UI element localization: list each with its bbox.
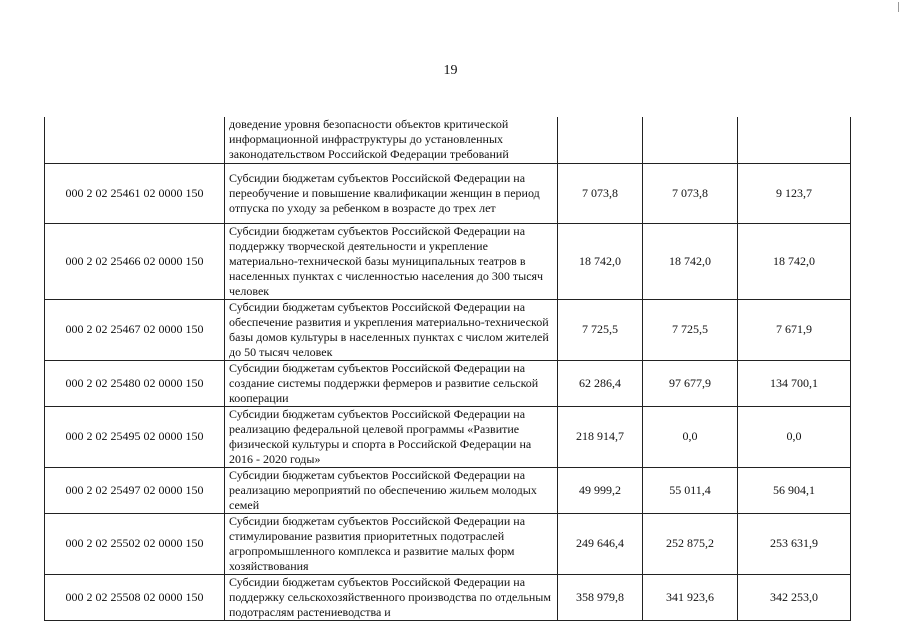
value-year-2: 341 923,6: [643, 574, 738, 620]
value-year-2: 7 073,8: [643, 163, 738, 223]
value-year-3: 134 700,1: [738, 360, 851, 406]
budget-code: 000 2 02 25480 02 0000 150: [45, 360, 225, 406]
budget-code: 000 2 02 25502 02 0000 150: [45, 513, 225, 574]
table-row: [45, 574, 851, 620]
table-row: [45, 117, 851, 163]
row-description: Субсидии бюджетам субъектов Российской Федерации на поддержку творческой деятельности и укрепление материально-технической базы муниципальных театров в населенных пунктах с численностью населения до 300 тысяч человек: [225, 223, 558, 299]
table-row: [45, 299, 851, 360]
value-year-2: 7 725,5: [643, 299, 738, 360]
value-year-1: 358 979,8: [558, 574, 643, 620]
value-year-2: 0,0: [643, 406, 738, 467]
value-year-3: 0,0: [738, 406, 851, 467]
budget-code: 000 2 02 25495 02 0000 150: [45, 406, 225, 467]
value-year-1: 18 742,0: [558, 223, 643, 299]
value-year-2: 55 011,4: [643, 467, 738, 513]
row-description: Субсидии бюджетам субъектов Российской Федерации на обеспечение развития и укрепления материально-технической базы домов культуры в населенных пунктах с числом жителей до 50 тысяч человек: [225, 299, 558, 360]
row-description: доведение уровня безопасности объектов критической информационной инфраструктуры до установленных законодательством Российской Федерации требований: [225, 117, 558, 163]
value-year-3: 7 671,9: [738, 299, 851, 360]
value-year-3: [738, 117, 851, 163]
budget-code: [45, 117, 225, 163]
value-year-2: 18 742,0: [643, 223, 738, 299]
table-row: [45, 467, 851, 513]
value-year-1: 49 999,2: [558, 467, 643, 513]
table-row: [45, 163, 851, 223]
row-description: Субсидии бюджетам субъектов Российской Федерации на создание системы поддержки фермеров и развитие сельской кооперации: [225, 360, 558, 406]
value-year-2: [643, 117, 738, 163]
value-year-2: 97 677,9: [643, 360, 738, 406]
value-year-3: 9 123,7: [738, 163, 851, 223]
table-row: [45, 360, 851, 406]
budget-table: [44, 117, 851, 621]
budget-code: 000 2 02 25461 02 0000 150: [45, 163, 225, 223]
table-row: [45, 513, 851, 574]
value-year-3: 18 742,0: [738, 223, 851, 299]
scan-edge-mark: [898, 2, 899, 12]
page-number: 19: [443, 63, 458, 78]
value-year-1: 218 914,7: [558, 406, 643, 467]
row-description: Субсидии бюджетам субъектов Российской Федерации на стимулирование развития приоритетных подотраслей агропромышленного комплекса и развитие малых форм хозяйствования: [225, 513, 558, 574]
value-year-1: 7 725,5: [558, 299, 643, 360]
budget-code: 000 2 02 25467 02 0000 150: [45, 299, 225, 360]
value-year-1: 249 646,4: [558, 513, 643, 574]
budget-code: 000 2 02 25497 02 0000 150: [45, 467, 225, 513]
row-description: Субсидии бюджетам субъектов Российской Федерации на переобучение и повышение квалификации женщин в период отпуска по уходу за ребенком в возрасте до трех лет: [225, 163, 558, 223]
value-year-2: 252 875,2: [643, 513, 738, 574]
budget-code: 000 2 02 25466 02 0000 150: [45, 223, 225, 299]
value-year-1: 62 286,4: [558, 360, 643, 406]
table-row: [45, 223, 851, 299]
row-description: Субсидии бюджетам субъектов Российской Федерации на реализацию федеральной целевой программы «Развитие физической культуры и спорта в Российской Федерации на 2016 - 2020 годы»: [225, 406, 558, 467]
value-year-3: 56 904,1: [738, 467, 851, 513]
budget-code: 000 2 02 25508 02 0000 150: [45, 574, 225, 620]
value-year-3: 253 631,9: [738, 513, 851, 574]
table-row: [45, 406, 851, 467]
value-year-1: 7 073,8: [558, 163, 643, 223]
row-description: Субсидии бюджетам субъектов Российской Федерации на поддержку сельскохозяйственного производства по отдельным подотраслям растениеводства и: [225, 574, 558, 620]
value-year-1: [558, 117, 643, 163]
value-year-3: 342 253,0: [738, 574, 851, 620]
row-description: Субсидии бюджетам субъектов Российской Федерации на реализацию мероприятий по обеспечению жильем молодых семей: [225, 467, 558, 513]
